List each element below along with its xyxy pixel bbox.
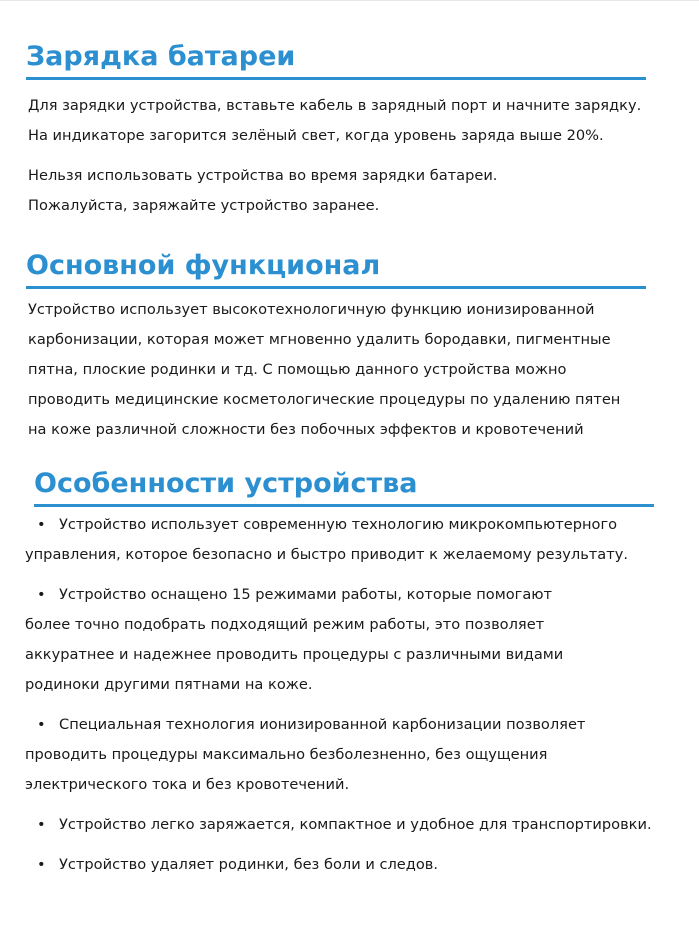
feature-item-2-line-3: аккуратнее и надежнее проводить процедуры с различными видами [25,646,564,663]
charging-section [0,40,699,221]
functionality-paragraph [0,295,699,445]
feature-item-3 [25,710,699,800]
functionality-line-4: проводить медицинские косметологические процедуры по удалению пятен [28,391,621,408]
functionality-line-5: на коже различной сложности без побочных эффектов и кровотечений [28,421,584,438]
charging-heading: Зарядка батареи [26,41,296,72]
charging-paragraph-1-line-1: Для зарядки устройства, вставьте кабель в зарядный порт и начните зарядку. [28,97,642,114]
features-heading: Особенности устройства [34,468,418,499]
charging-paragraph-1-line-2: На индикаторе загорится зелёный свет, когда уровень заряда выше 20%. [28,127,604,144]
feature-item-5 [25,850,699,880]
bullet-dot: • [37,856,46,873]
feature-item-2-line-4: родиноки другими пятнами на коже. [25,676,313,693]
top-divider [0,0,699,1]
features-section [0,467,699,880]
feature-item-2-line-1: • Устройство оснащено 15 режимами работы, которые помогают [25,580,699,610]
feature-item-3-line-3: электрического тока и без кровотечений. [25,776,350,793]
charging-paragraph-2-line-2: Пожалуйста, заряжайте устройство заранее. [28,197,380,214]
functionality-line-2: карбонизации, которая может мгновенно удалить бородавки, пигментные [28,331,611,348]
bullet-dot: • [37,716,46,733]
feature-item-3-line-1: • Специальная технология ионизированной карбонизации позволяет [25,710,699,740]
functionality-line-1: Устройство использует высокотехнологичную функцию ионизированной [28,301,595,318]
feature-item-2 [25,580,699,700]
charging-paragraph-2 [28,161,699,221]
bullet-dot: • [37,586,46,603]
feature-item-2-line-2: более точно подобрать подходящий режим работы, это позволяет [25,616,545,633]
feature-item-3-line-2: проводить процедуры максимально безболезненно, без ощущения [25,746,548,763]
functionality-line-3: пятна, плоские родинки и тд. С помощью данного устройства можно [28,361,567,378]
bullet-dot: • [37,516,46,533]
feature-item-1-line-2: управления, которое безопасно и быстро приводит к желаемому результату. [25,546,629,563]
feature-item-4 [25,810,699,840]
feature-item-1-line-1: • Устройство использует современную технологию микрокомпьютерного [25,510,699,540]
bullet-dot: • [37,816,46,833]
features-list [0,510,699,880]
functionality-heading: Основной функционал [26,250,381,281]
features-heading-underline [34,504,654,507]
functionality-section [0,249,699,445]
charging-heading-underline [26,77,646,80]
charging-paragraph-1 [28,91,699,151]
feature-item-4-line-1: • Устройство легко заряжается, компактное и удобное для транспортировки. [25,810,699,840]
functionality-heading-underline [26,286,646,289]
charging-paragraph-2-line-1: Нельзя использовать устройства во время зарядки батареи. [28,167,498,184]
feature-item-1 [25,510,699,570]
feature-item-5-line-1: • Устройство удаляет родинки, без боли и следов. [25,850,699,880]
